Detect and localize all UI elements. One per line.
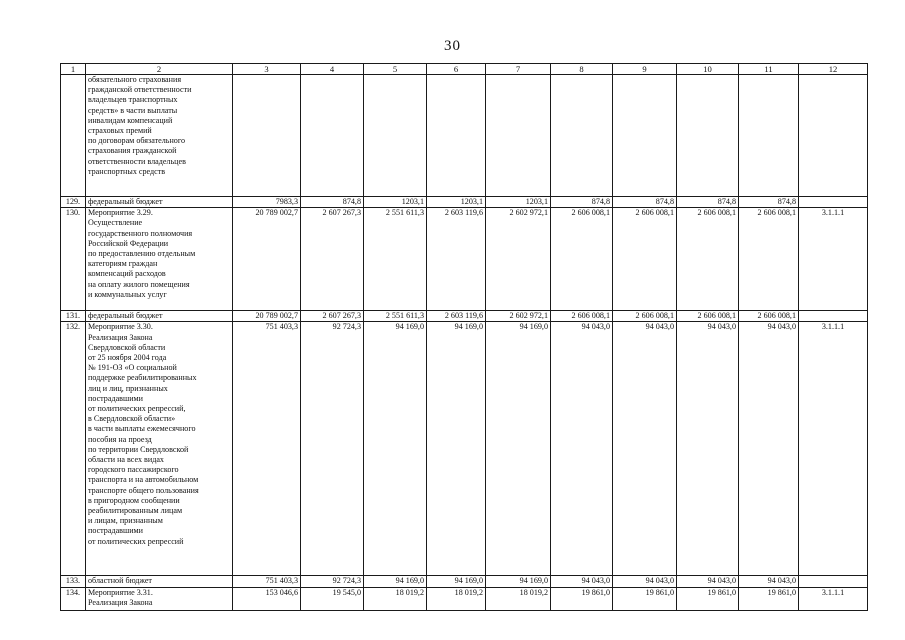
row-value: 19 861,0 — [613, 587, 677, 610]
row-value: 94 043,0 — [551, 576, 613, 587]
row-value: 2 606 008,1 — [613, 208, 677, 311]
row-value: 18 019,2 — [427, 587, 486, 610]
row-value: 874,8 — [613, 197, 677, 208]
row-value: 2 603 119,6 — [427, 208, 486, 311]
row-name: Мероприятие 3.30. Реализация Закона Свердловской области от 25 ноября 2004 года № 191-ОЗ «О социальной поддержке реабилитированных лиц и лиц, признанных пострадавшими от политических репрессий, в Свердловской области» в части выплаты ежемесячного пособия на проезд по территории Свердловской области на всех видах городского пассажирского транспорта и на автомобильном транспорте общего пользования в пригородном сообщении реабилитированным лицам и лицам, признанным пострадавшими от политических репрессий — [86, 322, 233, 576]
row-code — [799, 75, 868, 197]
row-value: 94 169,0 — [364, 576, 427, 587]
row-number: 130. — [61, 208, 86, 311]
row-value — [677, 75, 739, 197]
row-value: 19 861,0 — [677, 587, 739, 610]
table-header-row — [61, 64, 868, 75]
row-value: 2 602 972,1 — [486, 208, 551, 311]
row-value: 874,8 — [551, 197, 613, 208]
row-code: 3.1.1.1 — [799, 208, 868, 311]
row-value: 92 724,3 — [301, 576, 364, 587]
row-code — [799, 197, 868, 208]
row-value: 2 606 008,1 — [677, 311, 739, 322]
row-value: 94 169,0 — [364, 322, 427, 576]
row-value: 94 043,0 — [613, 576, 677, 587]
row-value: 751 403,3 — [233, 322, 301, 576]
table-row — [61, 208, 868, 311]
column-header: 3 — [233, 64, 301, 75]
row-number: 131. — [61, 311, 86, 322]
row-value — [613, 75, 677, 197]
row-value: 19 861,0 — [551, 587, 613, 610]
row-value: 20 789 002,7 — [233, 311, 301, 322]
row-value: 2 602 972,1 — [486, 311, 551, 322]
row-value: 1203,1 — [427, 197, 486, 208]
column-header: 5 — [364, 64, 427, 75]
row-name: областной бюджет — [86, 576, 233, 587]
row-value: 2 607 267,3 — [301, 208, 364, 311]
row-value — [427, 75, 486, 197]
column-header: 4 — [301, 64, 364, 75]
row-value — [551, 75, 613, 197]
row-name: Мероприятие 3.29. Осуществление государственного полномочия Российской Федерации по предоставлению отдельным категориям граждан компенсаций расходов на оплату жилого помещения и коммунальных услуг — [86, 208, 233, 311]
column-header: 6 — [427, 64, 486, 75]
column-header: 1 — [61, 64, 86, 75]
row-name: федеральный бюджет — [86, 311, 233, 322]
row-value: 94 043,0 — [739, 576, 799, 587]
column-header: 2 — [86, 64, 233, 75]
row-code: 3.1.1.1 — [799, 322, 868, 576]
table-row — [61, 197, 868, 208]
row-value: 94 043,0 — [739, 322, 799, 576]
column-header: 12 — [799, 64, 868, 75]
row-number: 129. — [61, 197, 86, 208]
table-row — [61, 322, 868, 576]
table-row — [61, 576, 868, 587]
row-code: 3.1.1.1 — [799, 587, 868, 610]
row-value: 2 606 008,1 — [739, 311, 799, 322]
column-header: 10 — [677, 64, 739, 75]
row-value: 94 043,0 — [677, 576, 739, 587]
row-value: 20 789 002,7 — [233, 208, 301, 311]
row-value: 2 606 008,1 — [551, 208, 613, 311]
row-value: 94 169,0 — [427, 576, 486, 587]
row-value: 874,8 — [301, 197, 364, 208]
row-number: 133. — [61, 576, 86, 587]
column-header: 7 — [486, 64, 551, 75]
row-value: 94 043,0 — [551, 322, 613, 576]
row-value: 751 403,3 — [233, 576, 301, 587]
row-value: 94 169,0 — [486, 322, 551, 576]
row-value: 2 606 008,1 — [739, 208, 799, 311]
table-row — [61, 311, 868, 322]
row-value: 92 724,3 — [301, 322, 364, 576]
row-value: 2 551 611,3 — [364, 311, 427, 322]
row-value: 94 169,0 — [427, 322, 486, 576]
row-value: 2 603 119,6 — [427, 311, 486, 322]
row-code — [799, 311, 868, 322]
row-value: 874,8 — [739, 197, 799, 208]
budget-table — [60, 63, 868, 611]
table-row — [61, 587, 868, 610]
row-value: 2 606 008,1 — [613, 311, 677, 322]
row-value: 2 606 008,1 — [677, 208, 739, 311]
row-value — [364, 75, 427, 197]
column-header: 8 — [551, 64, 613, 75]
row-value — [233, 75, 301, 197]
row-code — [799, 576, 868, 587]
row-value: 94 169,0 — [486, 576, 551, 587]
row-value: 1203,1 — [364, 197, 427, 208]
row-value: 19 545,0 — [301, 587, 364, 610]
row-value: 18 019,2 — [486, 587, 551, 610]
row-value: 18 019,2 — [364, 587, 427, 610]
row-value — [301, 75, 364, 197]
row-value: 94 043,0 — [613, 322, 677, 576]
row-value: 2 607 267,3 — [301, 311, 364, 322]
row-name: федеральный бюджет — [86, 197, 233, 208]
row-value: 94 043,0 — [677, 322, 739, 576]
row-number — [61, 75, 86, 197]
row-name: Мероприятие 3.31. Реализация Закона — [86, 587, 233, 610]
row-value: 874,8 — [677, 197, 739, 208]
row-value: 2 551 611,3 — [364, 208, 427, 311]
row-value: 7983,3 — [233, 197, 301, 208]
column-header: 11 — [739, 64, 799, 75]
page-number: 30 — [444, 38, 461, 54]
row-value: 153 046,6 — [233, 587, 301, 610]
row-value — [486, 75, 551, 197]
row-name: обязательного страхования гражданской ответственности владельцев транспортных средств» в части выплаты инвалидам компенсаций страховых премий по договорам обязательного страхования гражданской ответственности владельцев транспортных средств — [86, 75, 233, 197]
row-value: 1203,1 — [486, 197, 551, 208]
column-header: 9 — [613, 64, 677, 75]
row-number: 134. — [61, 587, 86, 610]
row-value — [739, 75, 799, 197]
table-row — [61, 75, 868, 197]
row-value: 2 606 008,1 — [551, 311, 613, 322]
row-value: 19 861,0 — [739, 587, 799, 610]
row-number: 132. — [61, 322, 86, 576]
